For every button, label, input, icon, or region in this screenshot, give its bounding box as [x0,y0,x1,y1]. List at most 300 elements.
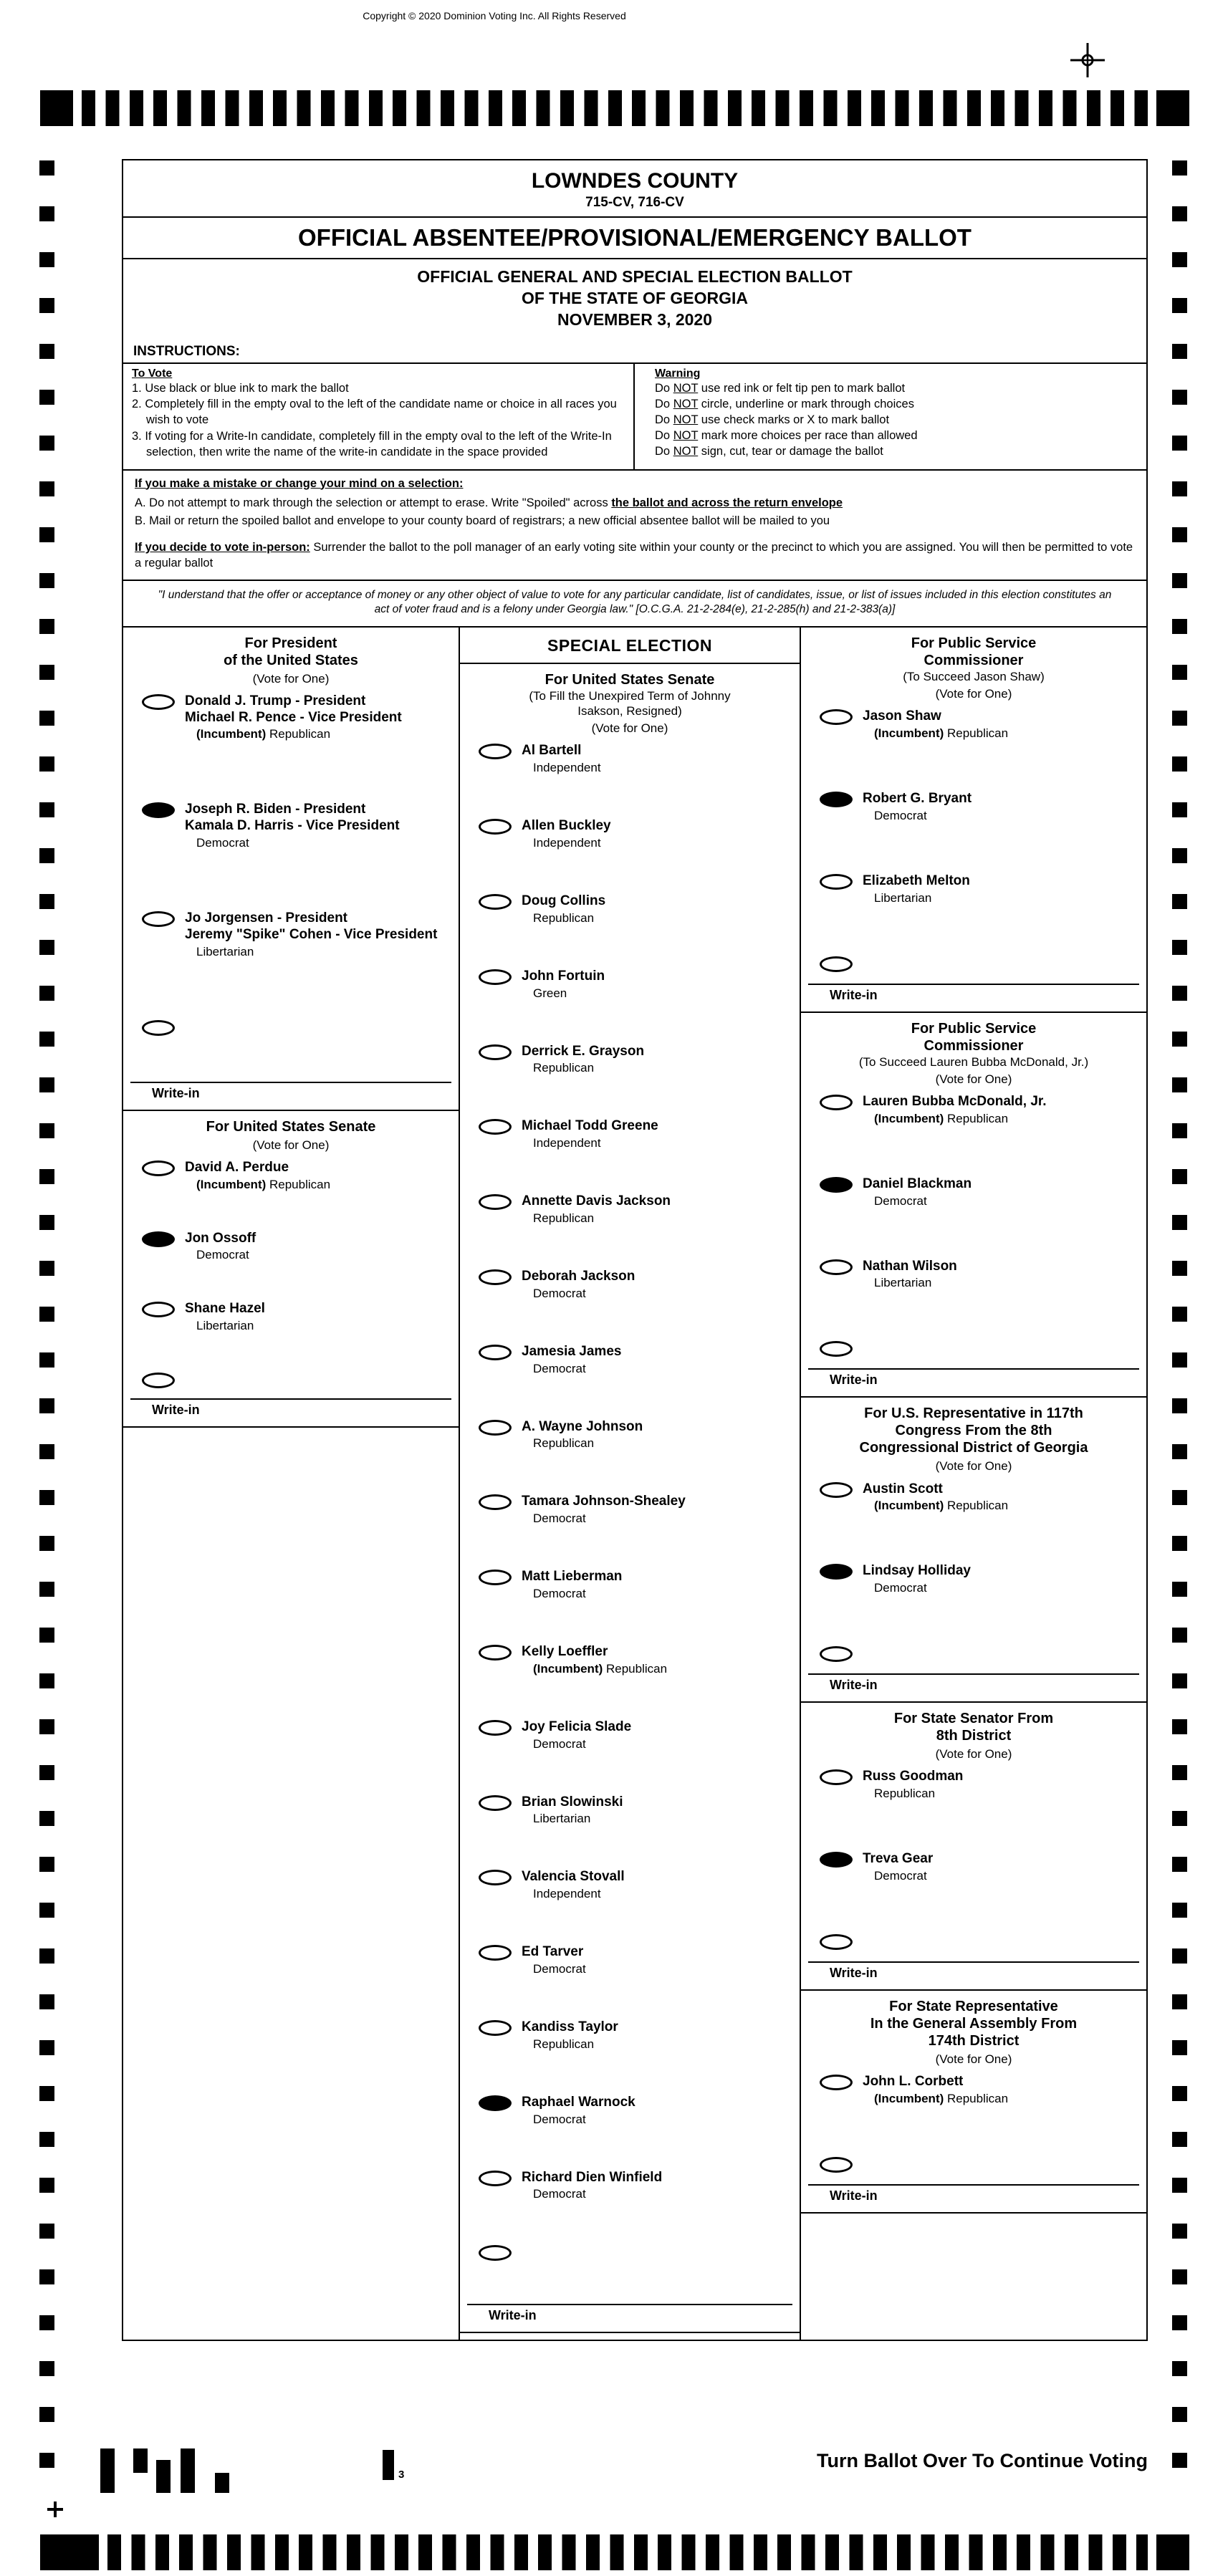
candidate-option[interactable] [801,1259,1146,1291]
candidate-name: Richard Dien Winfield [522,2169,663,2185]
candidate-option[interactable] [801,2074,1146,2106]
candidate-name: Raphael Warnock [522,2094,635,2110]
candidate-option[interactable] [460,1269,800,1301]
race-title: For President [244,635,337,651]
warning-item: Do NOT use check marks or X to mark ballot [655,413,890,426]
race-header [460,664,800,744]
candidate-option[interactable] [460,1569,800,1601]
race-title: For Public Service [911,635,1037,651]
candidate-party: Democrat [533,1586,586,1600]
race-column-1 [123,628,460,2340]
timing-cap-left [40,2534,99,2570]
race-grid [123,626,1146,2340]
candidate-option[interactable] [460,1719,800,1751]
timing-marks-right [1172,160,1187,2481]
candidate-text [522,743,601,775]
vote-for-instruction: (Vote for One) [935,686,1012,701]
candidate-option[interactable] [460,1193,800,1226]
race-title: 174th District [928,2033,1020,2049]
candidate-text [522,1944,586,1976]
ballot-oval[interactable] [479,1870,512,1885]
race-header [123,628,459,693]
write-in-oval[interactable] [820,2157,853,2173]
candidate-party: Independent [533,835,601,850]
candidate-option[interactable] [460,1794,800,1827]
write-in-oval[interactable] [820,1341,853,1357]
vote-for-instruction: (Vote for One) [935,1072,1012,1086]
to-vote-item: 1. Use black or blue ink to mark the ballot [132,381,349,395]
registration-crosshair-icon [1069,42,1106,79]
race-title: For State Representative [889,1999,1058,2015]
ballot-frame [122,159,1148,2341]
race-header [801,1703,1146,1769]
write-in-oval[interactable] [142,1020,175,1036]
ballot-oval[interactable] [479,1345,512,1360]
candidate-option[interactable] [460,893,800,926]
candidate-party: (Incumbent) Republican [196,727,331,741]
candidate-name: Lindsay Holliday [863,1563,971,1579]
candidate-name: Treva Gear [863,1851,934,1867]
candidate-name: Lauren Bubba McDonald, Jr. [863,1094,1047,1109]
tally-mark [100,2448,115,2493]
write-in-oval[interactable] [479,2245,512,2261]
candidate-party: Libertarian [874,890,932,905]
ballot-oval[interactable] [479,1570,512,1585]
candidate-text [522,818,611,850]
candidate-name: Ed Tarver [522,1944,584,1960]
warning-item: Do NOT mark more choices per race than allowed [655,429,918,442]
candidate-party: Libertarian [196,944,254,958]
candidate-text [522,1869,625,1901]
race-section [801,1013,1146,1398]
write-in-oval[interactable] [820,1934,853,1950]
timing-bars [107,2534,1148,2570]
candidate-party: Green [533,986,567,1000]
candidate-name: Joy Felicia Slade [522,1719,632,1734]
write-in-oval[interactable] [820,1646,853,1662]
candidate-party: Republican [874,1787,936,1801]
candidate-option[interactable] [123,1231,459,1263]
election-title-line: NOVEMBER 3, 2020 [557,309,713,329]
candidate-party: (Incumbent) Republican [874,1499,1009,1513]
ballot-oval[interactable] [479,819,512,835]
candidate-name: Allen Buckley [522,818,611,834]
in-person-section: If you decide to vote in-person: Surrender the ballot to the poll manager of an early voting site within your county or the precinct to which you are assigned. You will then be permitted to vote a regular ballot [135,540,1133,569]
race-subtitle: (To Succeed Jason Shaw) [903,669,1045,683]
mistake-item-b: B. Mail or return the spoiled ballot and envelope to your county board of registrars; a new official absentee ballot will be mailed to you [135,514,830,528]
write-in-label: Write-in [808,984,1139,1011]
candidate-text [522,2019,618,2052]
candidate-name: Russ Goodman [863,1769,964,1784]
candidate-text [863,791,972,823]
ballot-oval[interactable] [142,694,175,710]
candidate-option[interactable] [460,1044,800,1076]
candidate-party: Independent [533,1136,601,1150]
race-title: Congress From the 8th [895,1423,1052,1439]
candidate-option[interactable] [801,1769,1146,1801]
race-subtitle: (To Succeed Lauren Bubba McDonald, Jr.) [858,1054,1089,1069]
race-section [801,1991,1146,2214]
candidate-text [863,708,1008,741]
candidate-text [863,2074,1008,2106]
candidate-name: David A. Perdue [185,1159,289,1175]
warning-item: Do NOT sign, cut, tear or damage the ballot [655,445,883,458]
candidate-name: Donald J. Trump - President [185,693,366,708]
race-title: For United States Senate [206,1118,376,1135]
candidate-text [522,2170,662,2202]
candidate-name: Deborah Jackson [522,1268,635,1284]
candidate-option[interactable] [460,1944,800,1976]
candidate-text [522,1044,644,1076]
candidate-option[interactable] [123,910,459,959]
tally-mark [156,2460,171,2493]
candidate-party: Democrat [533,1736,586,1751]
candidate-party: Democrat [196,1248,249,1262]
ballot-oval[interactable] [479,1494,512,1510]
candidate-text [185,1160,330,1192]
write-in-label: Write-in [808,1961,1139,1989]
tally-mark [133,2448,148,2473]
candidate-option[interactable] [460,1494,800,1526]
candidate-name: Annette Davis Jackson [522,1193,671,1209]
timing-bars [82,90,1148,126]
candidate-name: Austin Scott [863,1481,943,1496]
timing-cap-right [1156,2534,1189,2570]
ballot-oval[interactable] [142,1160,175,1176]
ballot-oval[interactable] [479,1795,512,1811]
race-title: Commissioner [924,652,1024,668]
race-title: For Public Service [911,1020,1037,1037]
race-title: of the United States [224,652,358,668]
candidate-party: (Incumbent) Republican [874,2092,1009,2106]
ballot-oval[interactable] [820,792,853,807]
candidate-party: Democrat [533,1286,586,1300]
ballot-oval[interactable] [479,744,512,759]
ballot-oval[interactable] [479,1044,512,1060]
to-vote-item: 2. Completely fill in the empty oval to the left of the candidate name or choice in all races you wish to vote [132,398,617,427]
to-vote-title: To Vote [132,367,173,380]
write-in-label: Write-in [808,2184,1139,2212]
candidate-option[interactable] [460,743,800,775]
candidate-option[interactable] [460,1419,800,1451]
candidate-option[interactable] [801,1481,1146,1514]
race-header [801,1991,1146,2074]
timing-cap-right [1156,90,1189,126]
write-in-oval[interactable] [820,956,853,972]
ballot-oval[interactable] [479,1194,512,1210]
vote-for-instruction: (Vote for One) [935,1747,1012,1762]
candidate-party: Republican [533,1211,595,1225]
race-section [123,628,459,1111]
candidate-name: Kamala D. Harris - Vice President [185,818,400,834]
write-in-option[interactable] [123,1372,459,1388]
candidate-name: Jason Shaw [863,708,941,724]
timing-marks-top [40,90,1189,126]
race-section [460,664,800,2334]
candidate-name: Michael R. Pence - Vice President [185,709,402,725]
candidate-name: Kelly Loeffler [522,1643,608,1659]
candidate-option[interactable] [123,802,459,850]
candidate-name: Shane Hazel [185,1301,265,1317]
candidate-text [863,1481,1008,1514]
race-section [801,628,1146,1013]
in-person-title: If you decide to vote in-person: [135,540,310,554]
ballot-oval[interactable] [479,1269,512,1285]
race-title: 8th District [936,1728,1012,1744]
write-in-option[interactable] [801,2156,1146,2173]
election-title-line: OF THE STATE OF GEORGIA [521,288,749,307]
warning-column [635,364,1146,469]
candidate-option[interactable] [460,2095,800,2127]
ballot-oval[interactable] [820,1095,853,1110]
candidate-name: Doug Collins [522,893,606,908]
write-in-option[interactable] [801,1340,1146,1357]
ballot-oval[interactable] [479,1720,512,1736]
warning-item: Do NOT circle, underline or mark through choices [655,397,914,410]
county-title: LOWNDES COUNTY [531,169,739,193]
candidate-text [522,1419,643,1451]
race-title: For U.S. Representative in 117th [864,1405,1083,1422]
candidate-option[interactable] [460,1869,800,1901]
copyright-notice: Copyright © 2020 Dominion Voting Inc. All Rights Reserved [363,10,626,21]
instructions-label: INSTRUCTIONS: [133,343,240,359]
ballot-oval[interactable] [142,802,175,818]
race-title: For United States Senate [545,671,715,688]
race-section [801,1398,1146,1703]
mistake-item-a: A. Do not attempt to mark through the selection or attempt to erase. Write "Spoiled" across the ballot and across the return envelope [135,496,843,510]
race-title: Congressional District of Georgia [859,1440,1088,1456]
write-in-label: Write-in [808,1368,1139,1396]
candidate-option[interactable] [123,1301,459,1333]
candidate-text [185,910,437,959]
ballot-oval[interactable] [142,1302,175,1317]
candidate-text [863,873,970,905]
candidate-text [522,893,605,926]
ballot-oval[interactable] [479,969,512,985]
vote-for-instruction: (Vote for One) [252,1138,330,1152]
ballot-oval[interactable] [479,894,512,910]
ballot-title: OFFICIAL ABSENTEE/PROVISIONAL/EMERGENCY BALLOT [298,224,972,251]
mistake-section [123,471,1146,533]
candidate-text [863,1769,963,1801]
special-election-header: SPECIAL ELECTION [460,628,800,664]
ballot-oval[interactable] [479,1945,512,1961]
ballot-oval[interactable] [820,1564,853,1580]
candidate-text [522,1269,635,1301]
candidate-name: Jo Jorgensen - President [185,910,348,926]
candidate-text [863,1094,1047,1126]
candidate-text [185,802,400,850]
turn-over-note: Turn Ballot Over To Continue Voting [817,2450,1148,2471]
candidate-name: Tamara Johnson-Shealey [522,1494,686,1509]
ballot-oval[interactable] [479,1119,512,1135]
vote-for-instruction: (Vote for One) [935,2052,1012,2067]
candidate-name: Nathan Wilson [863,1258,957,1274]
write-in-label: Write-in [130,1082,451,1110]
candidate-name: Jeremy "Spike" Cohen - Vice President [185,926,438,942]
write-in-option[interactable] [801,1933,1146,1950]
race-section [123,1111,459,1428]
candidate-name: Daniel Blackman [863,1176,972,1191]
write-in-label: Write-in [808,1673,1139,1701]
candidate-name: John L. Corbett [863,2074,964,2090]
candidate-party: Republican [533,1436,595,1451]
ballot-oval[interactable] [479,1645,512,1661]
candidate-text [185,1231,256,1263]
candidate-party: Democrat [874,1193,927,1208]
ballot-oval[interactable] [820,874,853,890]
candidate-name: Jon Ossoff [185,1230,256,1246]
election-title [123,259,1146,340]
candidate-name: Joseph R. Biden - President [185,802,366,817]
race-title: For State Senator From [893,1711,1054,1727]
candidate-option[interactable] [801,1094,1146,1126]
candidate-text [522,1193,671,1226]
ballot-oval[interactable] [820,709,853,725]
candidate-option[interactable] [123,693,459,742]
candidate-option[interactable] [460,1344,800,1376]
candidate-text [522,1569,622,1601]
candidate-text [522,1644,667,1676]
vote-for-instruction: (Vote for One) [935,1459,1012,1474]
ballot-oval[interactable] [820,2075,853,2090]
candidate-option[interactable] [801,791,1146,823]
candidate-name: A. Wayne Johnson [522,1418,643,1434]
ballot-oval[interactable] [820,1259,853,1275]
candidate-party: Republican [533,1061,595,1075]
write-in-option[interactable] [801,956,1146,972]
race-column-3 [801,628,1146,2340]
vote-for-instruction: (Vote for One) [252,671,330,686]
write-in-option[interactable] [460,2244,800,2261]
candidate-party: (Incumbent) Republican [874,726,1009,740]
ballot-oval[interactable] [479,2171,512,2186]
tally-digit: 3 [398,2469,405,2481]
candidate-text [522,2095,635,2127]
candidate-name: Michael Todd Greene [522,1118,658,1134]
write-in-oval[interactable] [142,1373,175,1388]
warning-list [655,380,1138,460]
candidate-name: Kandiss Taylor [522,2019,618,2034]
candidate-party: Libertarian [533,1812,591,1826]
candidate-text [863,1176,972,1208]
race-header [123,1111,459,1160]
tally-mark [215,2473,229,2493]
candidate-option[interactable] [801,708,1146,741]
candidate-party: Libertarian [196,1319,254,1333]
candidate-name: Robert G. Bryant [863,790,972,806]
candidate-party: Democrat [874,1581,927,1595]
candidate-party: Democrat [533,2112,586,2126]
warning-title: Warning [655,367,701,380]
candidate-option[interactable] [801,873,1146,905]
write-in-option[interactable] [123,1019,459,1036]
write-in-label: Write-in [467,2304,792,2332]
candidate-party: Democrat [533,1512,586,1526]
registration-plus-icon [47,2501,63,2517]
candidate-text [522,969,605,1001]
candidate-party: (Incumbent) Republican [874,1111,1009,1125]
candidate-text [522,1794,623,1827]
candidate-party: Independent [533,1887,601,1901]
tally-mark [181,2448,195,2493]
candidate-text [522,1719,631,1751]
candidate-option[interactable] [801,1176,1146,1208]
candidate-party: Libertarian [874,1276,932,1290]
candidate-option[interactable] [123,1160,459,1192]
tally-mark [383,2450,394,2480]
ballot-oval[interactable] [142,1231,175,1247]
candidate-name: Derrick E. Grayson [522,1043,645,1059]
ballot-oval[interactable] [479,2020,512,2036]
to-vote-item: 3. If voting for a Write-In candidate, completely fill in the empty oval to the left of the Write-In selection, then write the name of the write-in candidate in the space provided [132,429,612,458]
candidate-option[interactable] [801,1563,1146,1595]
candidate-name: Matt Lieberman [522,1569,623,1585]
race-subtitle: Isakson, Resigned) [577,703,682,718]
ballot-codes: 715-CV, 716-CV [585,195,684,210]
race-title: Commissioner [924,1037,1024,1054]
candidate-party: Democrat [196,836,249,850]
ballot-oval[interactable] [820,1769,853,1785]
candidate-party: Republican [533,910,595,925]
ballot-oval[interactable] [142,911,175,927]
ballot-oval[interactable] [479,1420,512,1436]
candidate-option[interactable] [460,1118,800,1150]
candidate-party: Democrat [874,808,927,822]
timing-cap-left [40,90,73,126]
candidate-option[interactable] [801,1851,1146,1883]
candidate-party: (Incumbent) Republican [533,1661,668,1676]
write-in-option[interactable] [801,1645,1146,1662]
ballot-oval[interactable] [820,1482,853,1498]
candidate-name: Jamesia James [522,1343,622,1359]
ballot-oval[interactable] [479,2095,512,2111]
candidate-option[interactable] [460,1644,800,1676]
ballot-oval[interactable] [820,1177,853,1193]
candidate-party: (Incumbent) Republican [196,1177,331,1191]
candidate-option[interactable] [460,818,800,850]
race-subtitle: (To Fill the Unexpired Term of Johnny [529,688,731,703]
candidate-party: Independent [533,761,601,775]
candidate-text [863,1259,957,1291]
candidate-text [522,1344,621,1376]
candidate-name: Brian Slowinski [522,1794,623,1810]
candidate-text [522,1118,658,1150]
candidate-text [185,693,402,742]
election-title-line: OFFICIAL GENERAL AND SPECIAL ELECTION BALLOT [417,267,853,286]
candidate-option[interactable] [460,2019,800,2052]
to-vote-column [123,364,635,469]
candidate-name: Al Bartell [522,743,582,759]
race-header [801,628,1146,709]
candidate-option[interactable] [460,2170,800,2202]
ballot-oval[interactable] [820,1852,853,1868]
race-column-2 [460,628,801,2340]
timing-marks-bottom [40,2534,1189,2570]
race-title: In the General Assembly From [870,2016,1078,2032]
instructions-box [123,362,1146,471]
vote-for-instruction: (Vote for One) [591,721,668,736]
candidate-option[interactable] [460,969,800,1001]
candidate-party: Democrat [533,2187,586,2201]
race-header [801,1013,1146,1095]
write-in-label: Write-in [130,1398,451,1426]
candidate-text [185,1301,265,1333]
candidate-name: Valencia Stovall [522,1869,625,1885]
candidate-party: Democrat [533,1361,586,1375]
candidate-name: John Fortuin [522,968,605,984]
candidate-text [863,1563,971,1595]
